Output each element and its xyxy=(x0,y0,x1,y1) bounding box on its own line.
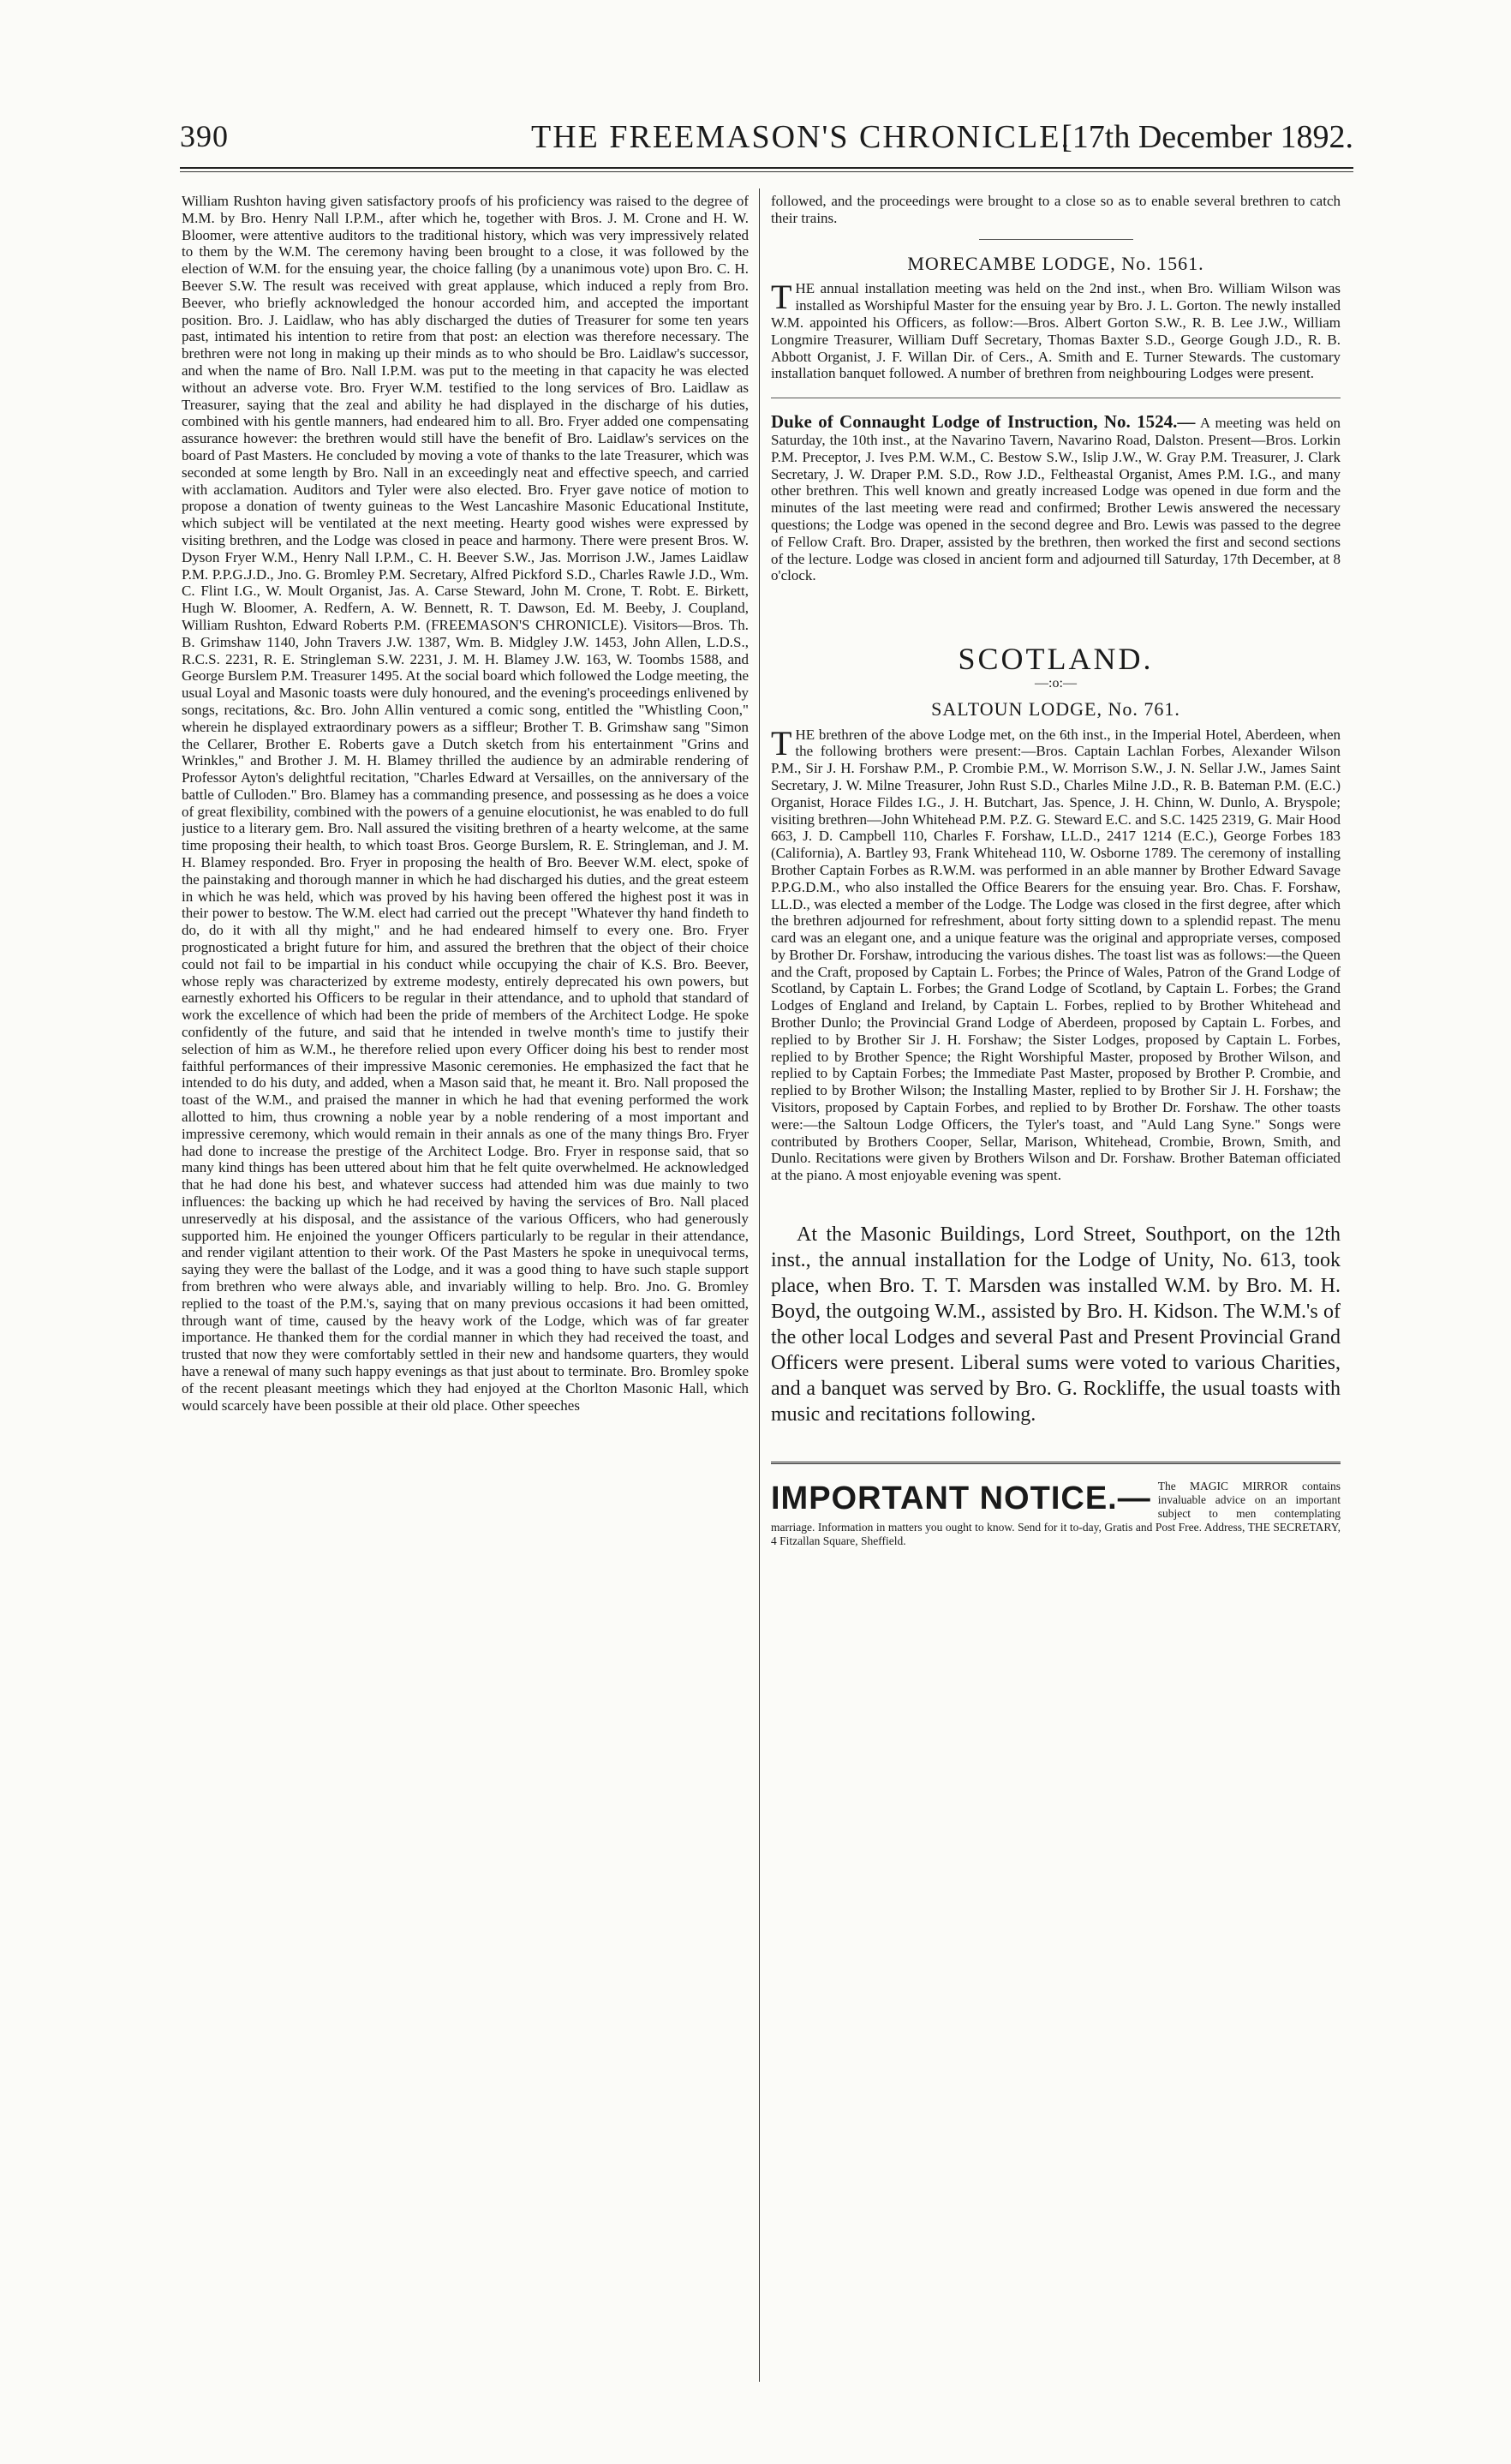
scotland-heading: SCOTLAND. xyxy=(958,642,1154,677)
page-number: 390 xyxy=(180,119,229,153)
important-notice-advert xyxy=(771,1480,1341,1548)
saltoun-lodge-title: SALTOUN LODGE, No. 761. xyxy=(931,697,1180,720)
continued-paragraph: followed, and the proceedings were brought to a close so as to enable several brethren to catch their trains. xyxy=(771,193,1341,226)
masthead xyxy=(180,118,1353,161)
newspaper-title: THE FREEMASON'S CHRONICLE. xyxy=(531,119,1071,155)
saltoun-lodge-report: THE brethren of the above Lodge met, on the 6th inst., in the Imperial Hotel, Aberdeen, when the following brothers were present:—Bros. Captain Lachlan Forbes, Alexander Wilson P.M., Sir J. H. Forshaw P.M., P. Crombie P.M., W. Morrison S.W., J. N. Sellar J.W., James Saint Secretary, J. W. Milne Treasurer, John Rust S.D., Charles Milne J.D., R. B. Bateman P.M. (E.C.) Organist, Horace Fildes I.G., J. H. Butchart, Jas. Spence, J. H. Chinn, W. Dunlo, A. Bryspole; visiting brethren—John Whitehead P.M. P.Z. G. Steward E.C. and S.C. 1425 2319, G. Mair Hood 663, J. D. Campbell 110, Charles F. Forshaw, LL.D., 2417 1214 (E.C.), George Forbes 183 (California), A. Bartley 93, Frank Whitehead 110, W. Osborne 1789. The ceremony of installing Brother Captain Forbes as R.W.M. was performed in an able manner by Brother Edward Savage P.P.G.D.M., who also installed the Office Bearers for the ensuing year. Bro. Chas. F. Forshaw, LL.D., was elected a member of the Lodge. The Lodge was closed in the first degree, after which the brethren adjourned for refreshment, about forty sitting down to a splendid repast. The menu card was an elegant one, and a unique feature was the original and appropriate verses, composed by Brother Dr. Forshaw, introducing the various dishes. The toast list was as follows:—the Queen and the Craft, proposed by Captain L. Forbes; the Prince of Wales, Patron of the Grand Lodge of Scotland, by Captain L. Forbes; the Grand Lodge of Scotland, by Captain L. Forbes; the Grand Lodges of England and Ireland, by Captain L. Forbes, replied to by Brother Whitehead and Brother Dunlo; the Provincial Grand Lodge of Aberdeen, proposed by Captain L. Forbes, and replied to by Brother Sir J. H. Forshaw; the Sister Lodges, proposed by Captain L. Forbes, replied to by Brother Spence; the Right Worshipful Master, proposed by Brother Wilson, and replied to by Captain Forbes; the Immediate Past Master, proposed by Brother P. Crombie, and replied to by Brother Wilson; the Installing Master, replied to by Brother Sir J. H. Forshaw; the Visitors, proposed by Captain Forbes, and replied to by Brother Dr. Forshaw. The other toasts were:—the Saltoun Lodge Officers, the Tyler's toast, and "Auld Lang Syne." Songs were contributed by Brothers Cooper, Sellar, Marison, Whitehead, Crombie, Brown, Smith, and Dunlo. Recitations were given by Brothers Wilson and Dr. Forshaw. Brother Bateman officiated at the piano. A most enjoyable evening was spent. xyxy=(771,723,1341,1184)
morecambe-lodge-report: THE annual installation meeting was held on the 2nd inst., when Bro. William Wilson was installed as Worshipful Master for the ensuing year by Bro. J. L. Gorton. The newly installed W.M. appointed his Officers, as follow:—Bros. Albert Gorton S.W., R. B. Lee J.W., William Longmire Treasurer, William Duff Secretary, Thomas Baxter S.D., George Gough J.D., R. B. Abbott Organist, J. F. Willan Dir. of Cers., A. Smith and E. Turner Stewards. The customary installation banquet followed. A number of brethren from neighbouring Lodges were present. xyxy=(771,278,1341,382)
notice-heading: IMPORTANT NOTICE.— xyxy=(771,1480,1151,1517)
notice-rule xyxy=(771,1462,1341,1464)
morecambe-lodge-title: MORECAMBE LODGE, No. 1561. xyxy=(907,252,1204,274)
connaught-lodge-report xyxy=(771,411,1341,584)
notice-text: The MAGIC MIRROR contains invaluable advice on an important subject to men contemplating marriage. Information in matters you ought to know. Send for it to-day, Gratis and Post Free. Address, THE SECRETARY, 4 Fitzallan Square, Sheffield. xyxy=(771,1480,1341,1548)
scotland-separator: —:o:— xyxy=(1035,675,1077,691)
architect-lodge-report: William Rushton having given satisfactory proofs of his proficiency was raised to the degree of M.M. by Bro. Henry Nall I.P.M., after which he, together with Bros. J. M. Crone and H. W. Bloomer, were attentive auditors to the traditional history, which was very impressively related to them by the W.M. The ceremony having been brought to a close, it was followed by the election of W.M. for the ensuing year, the choice falling (by a unanimous vote) upon Bro. C. H. Beever S.W. The result was received with great applause, which induced a reply from Bro. Beever, who briefly acknowledged the honour accorded him, and accepted the important position. Bro. J. Laidlaw, who has ably discharged the duties of Treasurer for some ten years past, intimated his intention to retire from that post: an election was therefore necessary. The brethren were not long in making up their minds as to who should be Bro. Laidlaw's successor, and when the name of Bro. Nall I.P.M. was put to the meeting in that capacity he was elected without an adverse vote. Bro. Fryer W.M. testified to the long services of Bro. Laidlaw as Treasurer, saying that the zeal and ability he had displayed in the discharge of his duties, combined with his gentle manners, had endeared him to all. Bro. Fryer added one compensating assurance however: the brethren would still have the benefit of Bro. Laidlaw's services on the board of Past Masters. He concluded by moving a vote of thanks to the late Treasurer, which was seconded at some length by Bro. Nall in an exceedingly neat and effective speech, and carried with acclamation. Auditors and Tyler were also elected. Bro. Fryer gave notice of motion to propose a donation of twenty guineas to the West Lancashire Masonic Educational Institute, which subject will be ventilated at the next meeting. Hearty good wishes were expressed by visiting brethren, and the Lodge was closed in peace and harmony. There were present Bros. W. Dyson Fryer W.M., Henry Nall I.P.M., C. H. Beever S.W., Jas. Morrison J.W., James Laidlaw P.M. P.P.G.J.D., Jno. G. Bromley P.M. Secretary, Alfred Pickford S.D., Charles Rawle J.D., Wm. C. Flint I.G., W. Moult Organist, Jas. A. Carse Steward, John M. Crone, T. Robt. E. Birkett, Hugh W. Bloomer, A. Redfern, A. W. Bennett, R. T. Dawson, Ed. M. Beeby, J. Coupland, William Rushton, Edward Roberts P.M. (FREEMASON'S CHRONICLE). Visitors—Bros. Th. B. Grimshaw 1140, John Travers J.W. 1387, Wm. B. Midgley J.W. 1453, John Allen, L.D.S., R.C.S. 2231, R. E. Stringleman S.W. 2231, J. M. H. Blamey J.W. 163, W. Toombs 1588, and George Burslem P.M. Treasurer 1495. At the social board which followed the Lodge meeting, the usual Loyal and Masonic toasts were duly honoured, and the evening's proceedings enlivened by songs, recitations, &c. Bro. John Allin ventured a comic song, entitled the "Whistling Coon," wherein he displayed extraordinary powers as a siffleur; Brother T. B. Grimshaw sang "Simon the Cellarer, Brother E. Roberts gave a Dutch sketch from his entertainment "Grins and Wrinkles," and Brother J. M. H. Blamey thrilled the audience by an admirable rendering of Professor Ayton's delightful recitation, "Charles Edward at Versailles, on the anniversary of the battle of Culloden." Bro. Blamey has a commanding presence, and possessing as he does a voice of great flexibility, combined with the powers of a genuine elocutionist, he was enabled to do full justice to a literary gem. Bro. Nall assured the visiting brethren of a hearty welcome, at the same time proposing their health, to which toast Bros. George Burslem, R. E. Stringleman, and J. M. H. Blamey responded. Bro. Fryer in proposing the health of Bro. Beever W.M. elect, spoke of the painstaking and thorough manner in which he had discharged his duties, and the great esteem in which he was held, which was proved by his having been offered the highest post it was in their power to bestow. The W.M. elect had carried out the precept "Whatever thy hand findeth to do, do it with all thy might," and he had endeared himself to every one. Bro. Fryer prognosticated a bright future for him, and assured the brethren that the object of their choice could not fail to be impartial in his conduct while occupying the chair of K.S. Bro. Beever, whose reply was characterized by extreme modesty, entirely deprecated his own powers, but earnestly exhorted his Officers to be regular in their attendance, and to uphold that standard of work the excellence of which had been the pride of members of the Architect Lodge. He spoke confidently of the future, and said that he intended in twelve month's time to justify their selection of him as W.M., he therefore relied upon every Officer doing his best to render most faithful performances of their impressive Masonic ceremonies. He emphasized the fact that he intended to do his duty, and added, when a Mason said that, he meant it. Bro. Nall proposed the toast of the W.M., and praised the manner in which he had that evening performed the work allotted to him, thus crowning a noble year by a noble rendering of a most important and impressive ceremony, which would remain in their annals as one of the many things Bro. Fryer had done to increase the prestige of the Architect Lodge. Bro. Fryer in response said, that so many kind things has been uttered about him that he felt quite overwhelmed. He acknowledged that he had done his best, and whatever success had attended him was due mainly to two influences: the backing up which he had received by having the services of Bro. Nall placed unreservedly at his disposal, and the assistance of the various Officers, who had generously supported him. He enjoined the younger Officers particularly to be regular in their attendance, and render vigilant attention to their work. Of the Past Masters he spoke in unequivocal terms, saying they were the ballast of the Lodge, and it was a good thing to have such staple support from brethren who were always able, and invariably willing to help. Bro. Jno. G. Bromley replied to the toast of the P.M.'s, saying that on many previous occasions it had been omitted, through want of time, caused by the heavy work of the Lodge, which was of far greater importance. He thanked them for the cordial manner in which they had received the toast, and trusted that now they were comfortably settled in their new and handsome quarters, they would have a renewal of many such happy evenings as that just about to terminate. Bro. Bromley spoke of the recent pleasant meetings which they had enjoyed at the Chorlton Masonic Hall, which would scarcely have been possible at their old place. Other speeches xyxy=(182,193,749,1414)
issue-date: [17th December 1892. xyxy=(1061,119,1353,155)
masthead-rule-thin xyxy=(180,171,1353,172)
right-column xyxy=(771,193,1341,2386)
connaught-lodge-title: Duke of Connaught Lodge of Instruction, No. 1524.— xyxy=(771,411,1196,433)
connaught-lodge-text: A meeting was held on Saturday, the 10th inst., at the Navarino Tavern, Navarino Road, Dalston. Present—Bros. Lorkin P.M. Preceptor, J. Ives P.M. W.M., C. Bestow S.W., Islip J.W., W. Gray P.M. Treasurer, J. Clark Secretary, J. W. Draper P.M. S.D., Row J.D., Feltheastal Organist, Ames P.M. I.G., and many other brethren. This well known and greatly increased Lodge was opened in due form and the minutes of the last meeting were read and confirmed; Brother Lewis answered the necessary questions; the Lodge was opened in the second degree and Bro. Lewis was passed to the degree of Fellow Craft. Bro. Draper, assisted by the brethren, then worked the first and second sections of the lecture. Lodge was closed in ancient form and adjourned till Saturday, 17th December, at 8 o'clock. xyxy=(771,415,1341,584)
left-column xyxy=(182,193,749,2386)
section-rule xyxy=(979,239,1133,240)
column-divider xyxy=(759,188,760,2382)
masthead-rule xyxy=(180,167,1353,169)
southport-lodge-report: At the Masonic Buildings, Lord Street, Southport, on the 12th inst., the annual installation for the Lodge of Unity, No. 613, took place, when Bro. T. T. Marsden was installed W.M. by Bro. M. H. Boyd, the outgoing W.M., assisted by Bro. H. Kidson. The W.M.'s of the other local Lodges and several Past and Present Provincial Grand Officers were present. Liberal sums were voted to various Charities, and a banquet was served by Bro. G. Rockliffe, the usual toasts with music and recitations following. xyxy=(771,1223,1341,1426)
